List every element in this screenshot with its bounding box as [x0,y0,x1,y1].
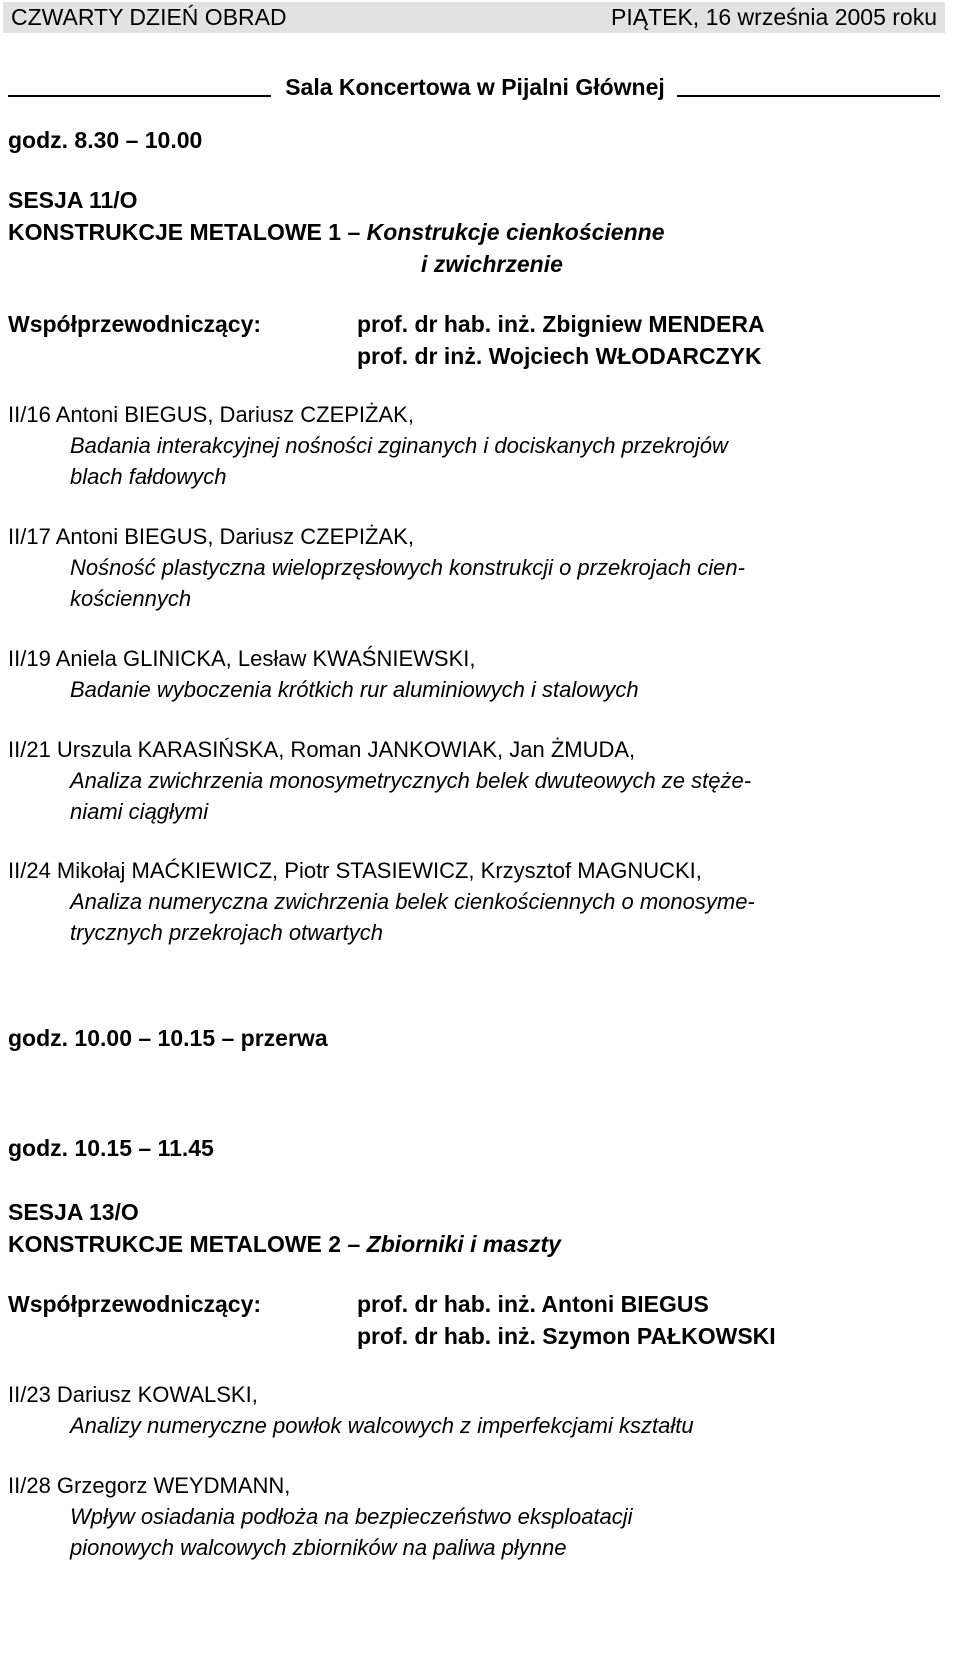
paper-title-line: Analiza numeryczna zwichrzenia belek cienkościennych o monosyme- [70,889,755,914]
session1-title [8,216,665,248]
chair-names [357,1288,776,1352]
paper-item [8,734,938,827]
paper-authors: II/16 Antoni BIEGUS, Dariusz CZEPIŻAK, [8,402,414,427]
paper-title [8,430,938,492]
session2-chairs [8,1288,938,1358]
paper-authors: II/21 Urszula KARASIŃSKA, Roman JANKOWIAK, Jan ŻMUDA, [8,737,636,762]
paper-title-line: pionowych walcowych zbiorników na paliwa płynne [70,1535,567,1560]
paper-item [8,399,938,492]
session1-topic-line2: i zwichrzenie [421,251,563,277]
chair-2: prof. dr inż. Wojciech WŁODARCZYK [357,343,762,369]
paper-title-line: Analiza zwichrzenia monosymetrycznych belek dwuteowych ze stęże- [70,768,752,793]
paper-authors: II/24 Mikołaj MAĆKIEWICZ, Piotr STASIEWICZ, Krzysztof MAGNUCKI, [8,858,702,883]
paper-authors: II/19 Aniela GLINICKA, Lesław KWAŚNIEWSKI, [8,646,476,671]
paper-title [8,886,938,948]
paper-title [8,552,938,614]
chair-1: prof. dr hab. inż. Antoni BIEGUS [357,1291,709,1317]
paper-title-line: blach fałdowych [70,464,227,489]
session1-topic-line2-wrap [421,248,563,280]
break-time: godz. 10.00 – 10.15 – przerwa [8,1025,328,1051]
date-label: PIĄTEK, 16 września 2005 roku [611,4,937,30]
paper-title-line: trycznych przekrojach otwartych [70,920,383,945]
divider-right [677,95,940,97]
session2-title [8,1228,561,1260]
session2-time: godz. 10.15 – 11.45 [8,1135,214,1161]
paper-title-line: Analizy numeryczne powłok walcowych z imperfekcjami kształtu [70,1413,694,1438]
page-header-bar [3,2,945,33]
paper-title-line: Wpływ osiadania podłoża na bezpieczeństwo eksploatacji [70,1504,633,1529]
chair-1: prof. dr hab. inż. Zbigniew MENDERA [357,311,765,337]
paper-title [8,1501,938,1563]
paper-authors: II/28 Grzegorz WEYDMANN, [8,1473,291,1498]
paper-title-line: niami ciągłymi [70,799,209,824]
paper-item [8,521,938,614]
chair-names [357,308,765,372]
paper-title-line: kościennych [70,586,192,611]
session2-title-main: KONSTRUKCJE METALOWE 2 – [8,1231,367,1257]
session1-time: godz. 8.30 – 10.00 [8,127,203,153]
paper-item [8,1470,938,1563]
divider-left [8,95,271,97]
session1-code: SESJA 11/O [8,187,138,213]
paper-authors: II/17 Antoni BIEGUS, Dariusz CZEPIŻAK, [8,524,414,549]
paper-title-line: Badanie wyboczenia krótkich rur aluminiowych i stalowych [70,677,639,702]
session2-code: SESJA 13/O [8,1199,139,1225]
paper-item [8,855,938,948]
venue-name: Sala Koncertowa w Pijalni Głównej [285,73,665,100]
paper-item [8,1379,938,1441]
paper-title-line: Nośność plastyczna wieloprzęsłowych konstrukcji o przekrojach cien- [70,555,745,580]
session1-topic-line1: Konstrukcje cienkościenne [366,219,665,245]
paper-item [8,643,938,705]
session2-topic: Zbiorniki i maszty [366,1231,561,1257]
chairs-label: Współprzewodniczący: [8,1291,262,1317]
chair-2: prof. dr hab. inż. Szymon PAŁKOWSKI [357,1323,776,1349]
paper-title [8,765,938,827]
chairs-label: Współprzewodniczący: [8,311,262,337]
paper-title-line: Badania interakcyjnej nośności zginanych i dociskanych przekrojów [70,433,728,458]
paper-authors: II/23 Dariusz KOWALSKI, [8,1382,258,1407]
day-label: CZWARTY DZIEŃ OBRAD [11,4,287,30]
paper-title [8,1410,938,1441]
paper-title [8,674,938,705]
venue-heading [8,70,940,104]
session1-title-main: KONSTRUKCJE METALOWE 1 – [8,219,367,245]
session1-chairs [8,308,938,378]
